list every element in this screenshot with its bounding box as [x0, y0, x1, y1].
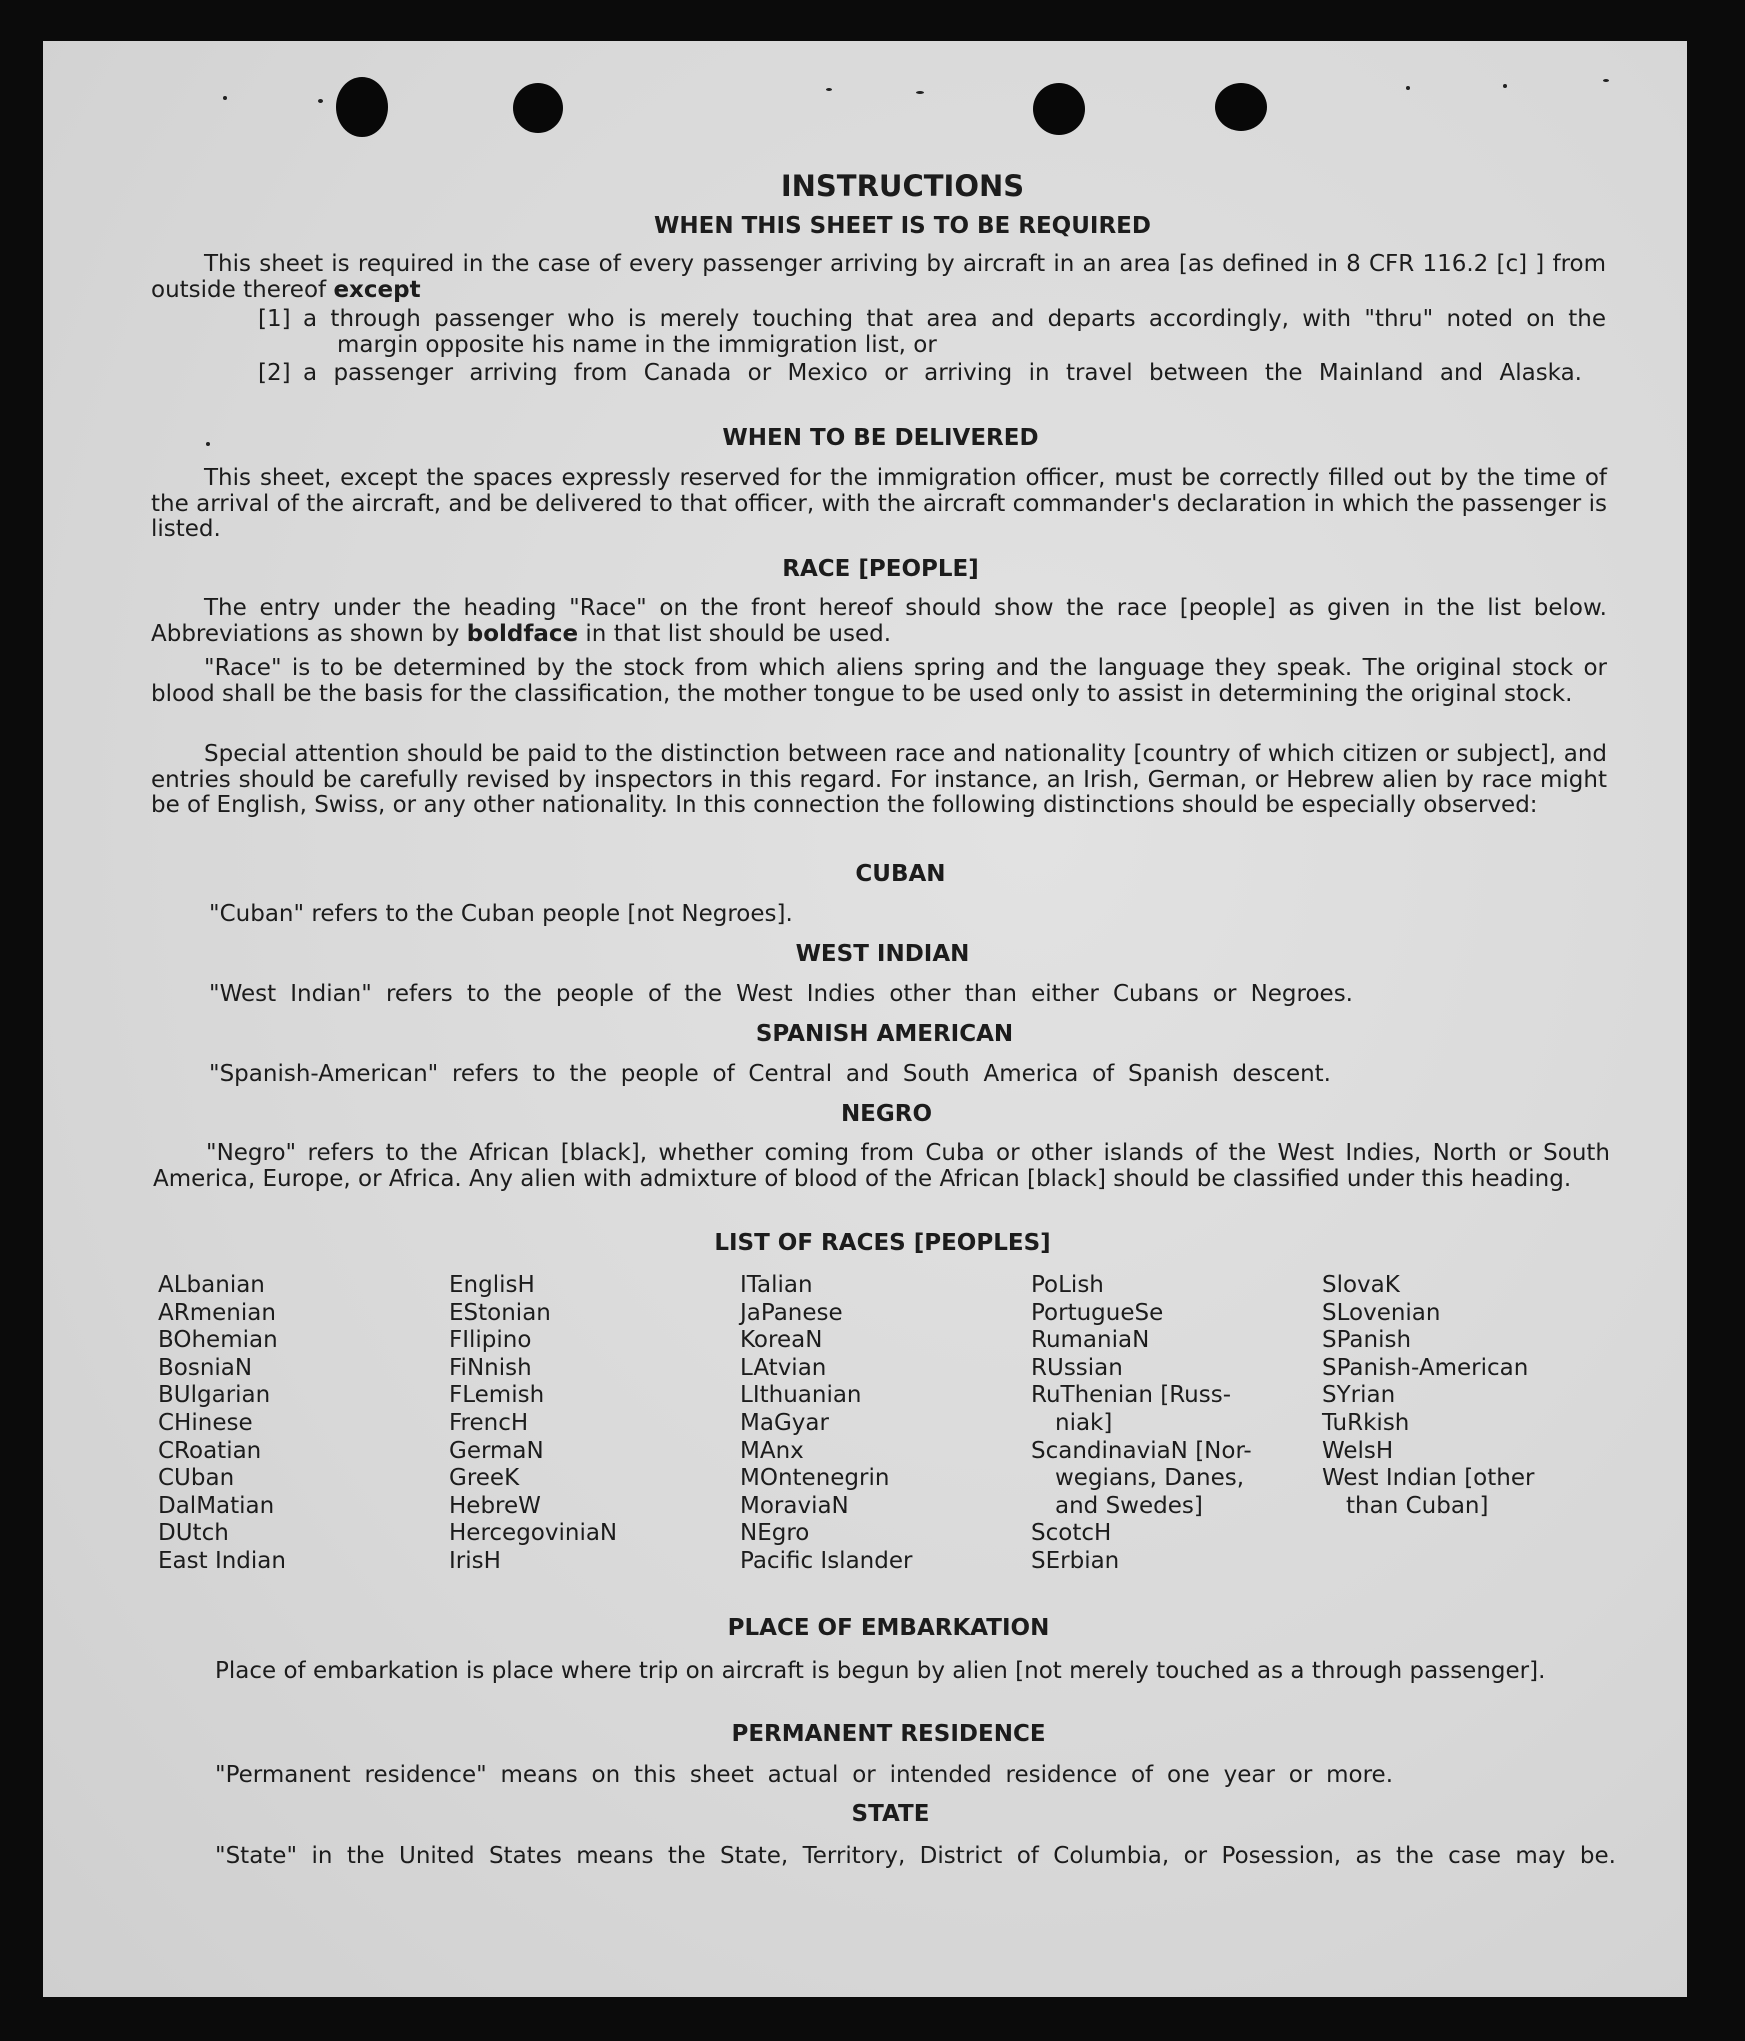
race-boldface-word: boldface [466, 620, 579, 647]
paragraph-when-required [151, 252, 1606, 303]
heading-when-delivered: WHEN TO BE DELIVERED [722, 425, 1039, 451]
race-entry: KoreaN [740, 1327, 823, 1354]
race-entry: BosniaN [158, 1354, 253, 1381]
race-entry: RuThenian [Russ- [1031, 1382, 1232, 1409]
races-column-5 [1322, 1272, 1534, 1520]
when-required-except: except [333, 276, 421, 303]
race-entry-continuation: and Swedes] [1055, 1492, 1203, 1519]
heading-permanent-residence: PERMANENT RESIDENCE [731, 1721, 1046, 1747]
race-entry: FiNnish [449, 1354, 532, 1381]
races-column-3 [740, 1272, 912, 1576]
heading-negro: NEGRO [840, 1101, 933, 1127]
race-text-b: in that list should be used. [585, 620, 892, 647]
race-entry: ITalian [740, 1272, 813, 1298]
item2-number: [2] [258, 360, 291, 386]
race-entry: SYrian [1322, 1382, 1396, 1409]
races-column-1 [158, 1272, 286, 1576]
text-spanish-american: "Spanish-American" refers to the people of Central and South America of Spanish descent. [209, 1061, 1331, 1087]
when-required-text: This sheet is required in the case of every passenger arriving by aircraft in an area [as defined in 8 CFR 116.2 [c] ] from outside thereof [151, 251, 1606, 303]
heading-when-required: WHEN THIS SHEET IS TO BE REQUIRED [654, 213, 1151, 239]
race-entry: SLovenian [1322, 1299, 1441, 1326]
race-entry: ARmenian [158, 1299, 276, 1326]
race-entry: GreeK [449, 1465, 520, 1492]
paragraph-when-delivered: This sheet, except the spaces expressly reserved for the immigration officer, must be correctly filled out by the time of the arrival of the aircraft, and be delivered to that officer, with the aircraft commander's declaration in which the passenger is listed. [151, 465, 1607, 542]
race-entry-continuation: than Cuban] [1346, 1492, 1489, 1519]
paragraph-race-3: Special attention should be paid to the distinction between race and nationality [country of which citizen or subject], and entries should be carefully revised by inspectors in this regard. For instance, an Irish, German, or Hebrew alien by race might be of English, Swiss, or any other nationality. In this connection the following distinctions should be especially observed: [151, 741, 1607, 818]
race-entry: LIthuanian [740, 1382, 862, 1409]
race-entry: GermaN [449, 1437, 544, 1464]
race-entry: RUssian [1031, 1354, 1123, 1381]
heading-list-of-races: LIST OF RACES [PEOPLES] [714, 1230, 1051, 1256]
race-entry: MOntenegrin [740, 1465, 890, 1492]
text-cuban: "Cuban" refers to the Cuban people [not Negroes]. [209, 901, 793, 927]
race-entry: EnglisH [449, 1272, 535, 1298]
race-entry: MoraviaN [740, 1492, 849, 1519]
heading-place-of-embarkation: PLACE OF EMBARKATION [727, 1615, 1050, 1641]
item1-continuation: margin opposite his name in the immigration list, or [337, 332, 937, 358]
race-entry: PortugueSe [1031, 1299, 1164, 1326]
paragraph-embarkation: Place of embarkation is place where trip on aircraft is begun by alien [not merely touched as a through passenger]. [215, 1658, 1546, 1684]
race-entry: SErbian [1031, 1547, 1120, 1574]
page-title: INSTRUCTIONS [780, 169, 1025, 203]
heading-race: RACE [PEOPLE] [782, 556, 979, 582]
item1-number: [1] [258, 306, 291, 332]
race-entry: JaPanese [740, 1299, 843, 1326]
race-entry-continuation: wegians, Danes, [1055, 1465, 1245, 1492]
race-text-a: The entry under the heading "Race" on the front hereof should show the race [people] as given in the list below. Abbreviations as shown by [151, 595, 1607, 647]
race-entry: PoLish [1031, 1272, 1104, 1298]
race-entry: BOhemian [158, 1327, 278, 1354]
race-entry: EStonian [449, 1299, 551, 1326]
heading-spanish-american: SPANISH AMERICAN [755, 1021, 1014, 1047]
race-entry: HebreW [449, 1492, 541, 1519]
race-entry: MAnx [740, 1437, 804, 1464]
races-column-4 [1031, 1272, 1252, 1576]
race-entry: ScandinaviaN [Nor- [1031, 1437, 1252, 1464]
race-entry: East Indian [158, 1547, 286, 1574]
races-column-2 [449, 1272, 617, 1576]
race-entry: SlovaK [1322, 1272, 1400, 1298]
race-entry: FIlipino [449, 1327, 532, 1354]
text-permanent-residence: "Permanent residence" means on this sheet actual or intended residence of one year or more. [215, 1762, 1393, 1788]
race-entry: SPanish [1322, 1327, 1412, 1354]
heading-west-indian: WEST INDIAN [795, 941, 970, 967]
heading-state: STATE [851, 1801, 930, 1827]
race-entry: MaGyar [740, 1409, 829, 1436]
paragraph-race-1 [151, 596, 1607, 647]
text-west-indian: "West Indian" refers to the people of the West Indies other than either Cubans or Negroes. [209, 981, 1353, 1007]
race-entry: ALbanian [158, 1272, 265, 1298]
race-entry: WelsH [1322, 1437, 1394, 1464]
race-entry: SPanish-American [1322, 1354, 1529, 1381]
race-entry: CHinese [158, 1409, 253, 1436]
text-state: "State" in the United States means the State, Territory, District of Columbia, or Posession, as the case may be. [215, 1843, 1616, 1869]
race-entry: FrencH [449, 1409, 529, 1436]
race-entry: ScotcH [1031, 1520, 1112, 1547]
item1-text: a through passenger who is merely touching that area and departs accordingly, with "thru" noted on the [303, 306, 1606, 332]
race-entry: CUban [158, 1465, 235, 1492]
paragraph-race-2: "Race" is to be determined by the stock from which aliens spring and the language they speak. The original stock or blood shall be the basis for the classification, the mother tongue to be used only to assist in determining the original stock. [151, 655, 1607, 707]
race-entry: CRoatian [158, 1437, 262, 1464]
race-entry: LAtvian [740, 1354, 827, 1381]
race-entry: IrisH [449, 1547, 501, 1574]
race-entry: FLemish [449, 1382, 545, 1409]
paragraph-negro: "Negro" refers to the African [black], whether coming from Cuba or other islands of the West Indies, North or South America, Europe, or Africa. Any alien with admixture of blood of the African [black] should be classified under this heading. [153, 1140, 1610, 1192]
race-entry: RumaniaN [1031, 1327, 1150, 1354]
race-entry: TuRkish [1322, 1409, 1410, 1436]
race-entry-continuation: niak] [1055, 1409, 1113, 1436]
item2-text: a passenger arriving from Canada or Mexico or arriving in travel between the Mainland and Alaska. [303, 360, 1582, 386]
race-entry: HercegoviniaN [449, 1520, 618, 1547]
race-entry: BUlgarian [158, 1382, 271, 1409]
heading-cuban: CUBAN [855, 861, 946, 887]
race-entry: Pacific Islander [740, 1547, 913, 1574]
race-entry: NEgro [740, 1520, 810, 1547]
race-entry: DUtch [158, 1520, 229, 1547]
race-entry: West Indian [other [1322, 1465, 1535, 1492]
race-entry: DalMatian [158, 1492, 275, 1519]
